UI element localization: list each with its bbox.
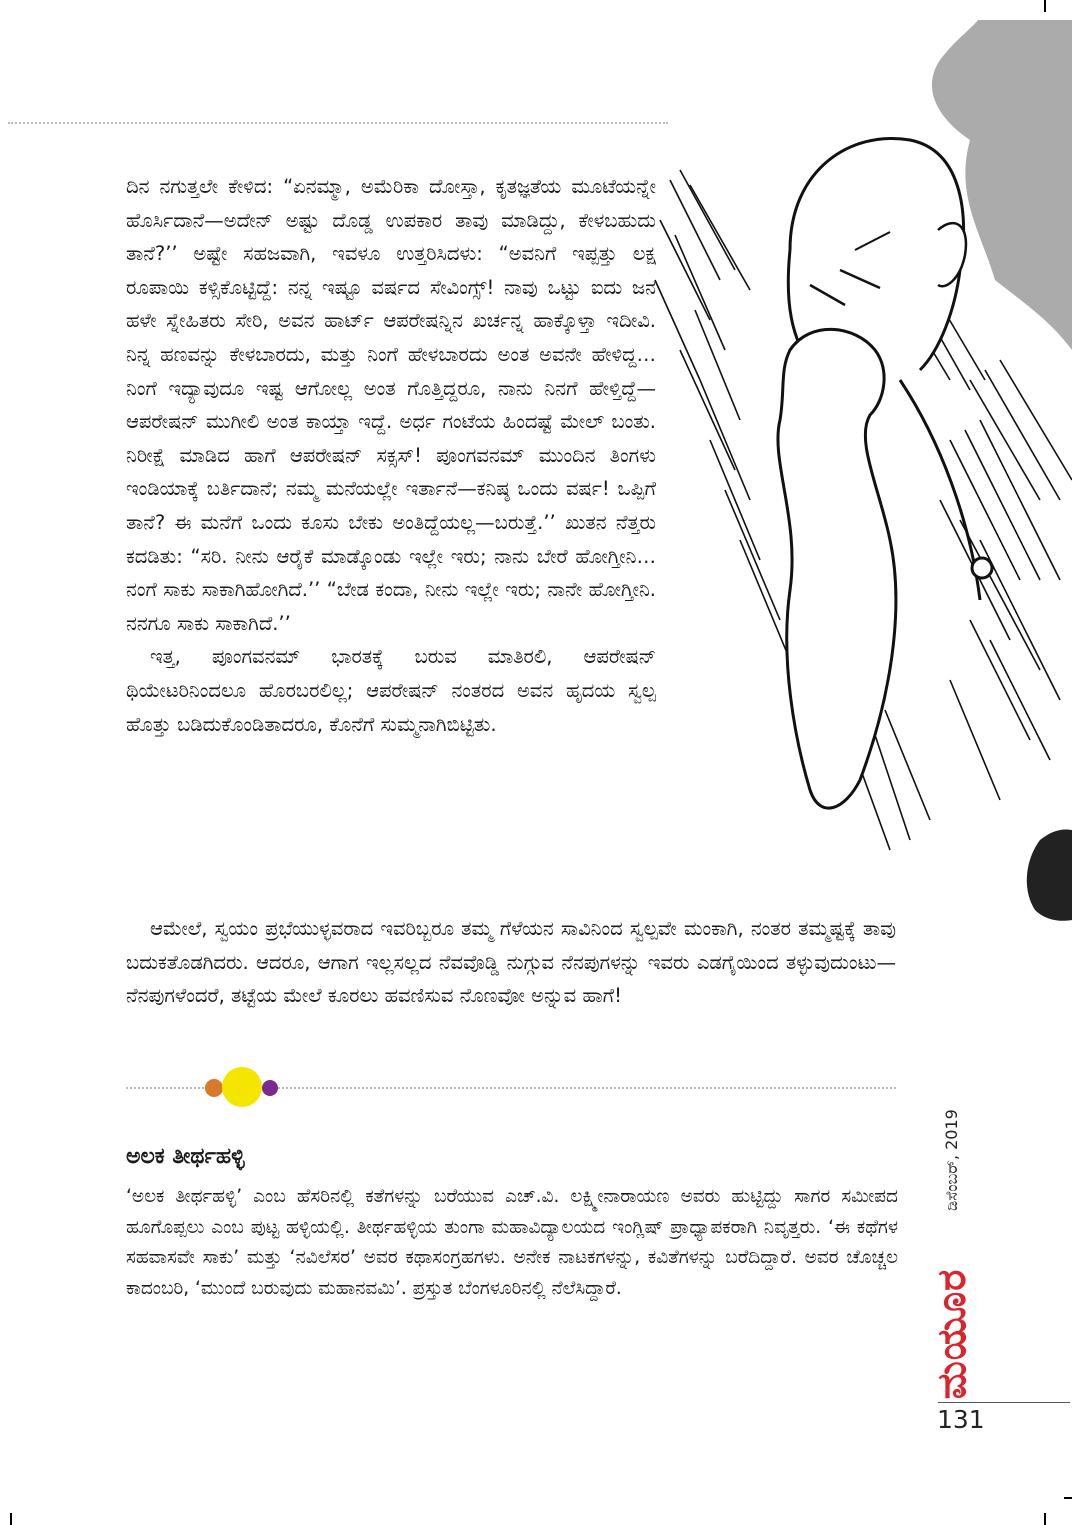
sidebar (922, 1070, 982, 1410)
author-name: ಅಲಕ ತೀರ್ಥಹಳ್ಳಿ (126, 1144, 245, 1169)
magazine-logo: ಮಯೂರ (929, 1268, 975, 1400)
divider-dot-orange (205, 1079, 223, 1097)
divider-dot-purple (262, 1080, 278, 1096)
story-paragraph-3: ಆಮೇಲೆ, ಸ್ವಯಂ ಪ್ರಭೆಯುಳ್ಳವರಾದ ಇವರಿಬ್ಬರೂ ತಮ್ಮ ಗೆಳೆಯನ ಸಾವಿನಿಂದ ಸ್ವಲ್ಪವೇ ಮಂಕಾಗಿ, ನಂತರ ತಮ್ಮಷ್ಟಕ್ಕೆ ತಾವು ಬದುಕತೊಡಗಿದರು. ಆದರೂ, ಆಗಾಗ ಇಲ್ಲಸಲ್ಲದ ನೆವವೊಡ್ಡಿ ನುಗ್ಗುವ ನೆನಪುಗಳನ್ನು ಇವರು ಎಡಗೈಯಿಂದ ತಳ್ಳುವುದುಂಟು— ನೆನಪುಗಳೆಂದರೆ, ತಟ್ಟೆಯ ಮೇಲೆ ಕೂರಲು ಹವಣಿಸುವ ನೊಣವೋ ಅನ್ನುವ ಹಾಗೆ! (126, 917, 896, 1008)
crop-mark-bottom-right (1044, 1513, 1046, 1525)
top-divider (8, 122, 668, 124)
issue-date: ಡಿಸೆಂಬರ್, 2019 (942, 1109, 961, 1211)
crop-mark-top (1044, 0, 1046, 12)
story-paragraph-1: ದಿನ ನಗುತ್ತಲೇ ಕೇಳಿದ: “ಏನಮ್ಮಾ, ಅಮೆರಿಕಾ ದೋಸ್ತಾ, ಕೃತಜ್ಞತೆಯ ಮೂಟೆಯನ್ನೇ ಹೊರ್ಸಿದಾನೆ—ಅದೇನ್ ಅಷ್ಟು ದೊಡ್ಡ ಉಪಕಾರ ತಾವು ಮಾಡಿದ್ದು, ಕೇಳಬಹುದು ತಾನೆ?’’ ಅಷ್ಟೇ ಸಹಜವಾಗಿ, ಇವಳೂ ಉತ್ತರಿಸಿದಳು: “ಅವನಿಗೆ ಇಪ್ಪತ್ತು ಲಕ್ಷ ರೂಪಾಯಿ ಕಳ್ಸಿಕೊಟ್ಟಿದ್ದೆ: ನನ್ನ ಇಷ್ಟೂ ವರ್ಷದ ಸೇವಿಂಗ್ಸ್! ನಾವು ಒಟ್ಟು ಐದು ಜನ ಹಳೇ ಸ್ನೇಹಿತರು ಸೇರಿ, ಅವನ ಹಾರ್ಟ್ ಆಪರೇಷನ್ನಿನ ಖರ್ಚನ್ನ ಹಾಕ್ಕೊಳ್ತಾ ಇದೀವಿ. ನಿನ್ನ ಹಣವನ್ನು ಕೇಳಬಾರದು, ಮತ್ತು ನಿಂಗೆ ಹೇಳಬಾರದು ಅಂತ ಅವನೇ ಹೇಳಿದ್ದ… ನಿಂಗೆ ಇದ್ಯಾವುದೂ ಇಷ್ಟ ಆಗೋಲ್ಲ ಅಂತ ಗೊತ್ತಿದ್ದರೂ, ನಾನು ನಿನಗೆ ಹೇಳ್ತಿದ್ದೆ—ಆಪರೇಷನ್ ಮುಗೀಲಿ ಅಂತ ಕಾಯ್ತಾ ಇದ್ದೆ. ಅರ್ಧ ಗಂಟೆಯ ಹಿಂದಷ್ಟೆ ಮೇಲ್ ಬಂತು. ನಿರೀಕ್ಷೆ ಮಾಡಿದ ಹಾಗೆ ಆಪರೇಷನ್ ಸಕ್ಸಸ್! ಪೂಂಗವನಮ್ ಮುಂದಿನ ತಿಂಗಳು ಇಂಡಿಯಾಕ್ಕೆ ಬರ್ತಿದಾನೆ; ನಮ್ಮ ಮನೆಯಲ್ಲೇ ಇರ್ತಾನೆ—ಕನಿಷ್ಠ ಒಂದು ವರ್ಷ! ಒಪ್ಪಿಗೆ ತಾನೆ? ಈ ಮನೆಗೆ ಒಂದು ಕೂಸು ಬೇಕು ಅಂತಿದ್ದೆಯಲ್ಲ—ಬರುತ್ತೆ.’’ ಖುತನ ನೆತ್ತರು ಕದಡಿತು: “ಸರಿ. ನೀನು ಆರೈಕೆ ಮಾಡ್ಕೊಂಡು ಇಲ್ಲೇ ಇರು; ನಾನು ಬೇರೆ ಹೋಗ್ತೀನಿ… ನಂಗೆ ಸಾಕು ಸಾಕಾಗಿಹೋಗಿದೆ.’’ “ಬೇಡ ಕಂದಾ, ನೀನು ಇಲ್ಲೇ ಇರು; ನಾನೇ ಹೋಗ್ತೀನಿ. ನನಗೂ ಸಾಕು ಸಾಕಾಗಿದೆ.’’ (126, 175, 656, 635)
page-number: 131 (937, 1405, 985, 1434)
crop-mark-bottom-left (10, 1513, 12, 1525)
crop-mark-right (1064, 1497, 1072, 1499)
story-illustration (640, 20, 1072, 950)
divider-dot-yellow (222, 1067, 262, 1107)
story-text-wide (126, 912, 896, 1013)
story-paragraph-2: ಇತ್ತ, ಪೂಂಗವನಮ್ ಭಾರತಕ್ಕೆ ಬರುವ ಮಾತಿರಲಿ, ಆಪರೇಷನ್ ಥಿಯೇಟರಿನಿಂದಲೂ ಹೊರಬರಲಿಲ್ಲ; ಆಪರೇಷನ್ ನಂತರದ ಅವನ ಹೃದಯ ಸ್ವಲ್ಪ ಹೊತ್ತು ಬಡಿದುಕೊಂಡಿತಾದರೂ, ಕೊನೆಗೆ ಸುಮ್ಮನಾಗಿಬಿಟ್ಟಿತು. (126, 645, 656, 736)
author-bio: ‘ಅಲಕ ತೀರ್ಥಹಳ್ಳಿ’ ಎಂಬ ಹೆಸರಿನಲ್ಲಿ ಕತೆಗಳನ್ನು ಬರೆಯುವ ಎಚ್.ವಿ. ಲಕ್ಷ್ಮೀನಾರಾಯಣ ಅವರು ಹುಟ್ಟಿದ್ದು ಸಾಗರ ಸಮೀಪದ ಹೂಗೊಪ್ಪಲು ಎಂಬ ಪುಟ್ಟ ಹಳ್ಳಿಯಲ್ಲಿ. ತೀರ್ಥಹಳ್ಳಿಯ ತುಂಗಾ ಮಹಾವಿದ್ಯಾಲಯದ ಇಂಗ್ಲಿಷ್ ಪ್ರಾಧ್ಯಾಪಕರಾಗಿ ನಿವೃತ್ತರು. ‘ಈ ಕಥೆಗಳ ಸಹವಾಸವೇ ಸಾಕು’ ಮತ್ತು ‘ನವಿಲೆಸರ’ ಅವರ ಕಥಾಸಂಗ್ರಹಗಳು. ಅನೇಕ ನಾಟಕಗಳನ್ನು, ಕವಿತೆಗಳನ್ನು ಬರೆದಿದ್ದಾರೆ. ಅವರ ಚೊಚ್ಚಲ ಕಾದಂಬರಿ, ‘ಮುಂದೆ ಬರುವುದು ಮಹಾನವಮಿ’. ಪ್ರಸ್ತುತ ಬೆಂಗಳೂರಿನಲ್ಲಿ ನೆಲೆಸಿದ್ದಾರೆ. (126, 1186, 898, 1299)
story-text-column (126, 170, 656, 741)
page-number-rule (938, 1402, 1070, 1403)
